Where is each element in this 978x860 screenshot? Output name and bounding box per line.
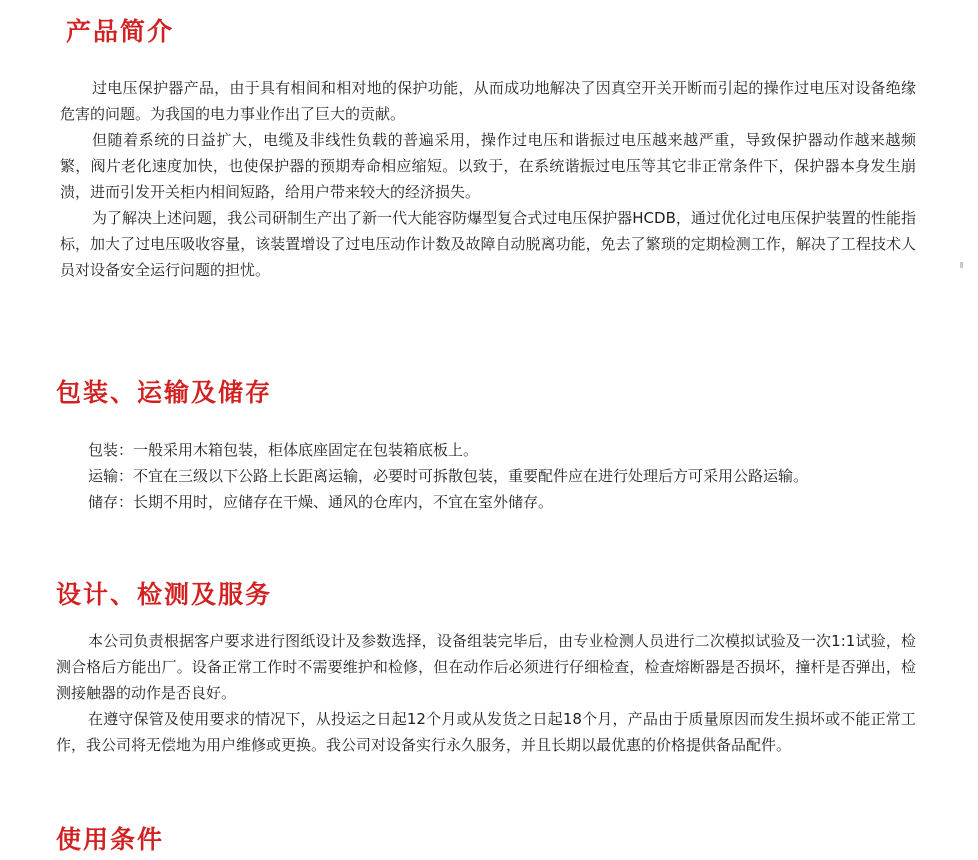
intro-paragraph-1: 过电压保护器产品，由于具有相间和相对地的保护功能，从而成功地解决了因真空开关开断而引起的操作过电压对设备绝缘危害的问题。为我国的电力事业作出了巨大的贡献。 <box>60 79 916 123</box>
section-title-intro: 产品简介 <box>66 17 175 46</box>
section-body-intro <box>60 75 916 283</box>
service-paragraph-1: 本公司负责根据客户要求进行图纸设计及参数选择，设备组装完毕后，由专业检测人员进行二次模拟试验及一次1:1试验，检测合格后方能出厂。设备正常工作时不需要维护和检修，但在动作后必须进行仔细检查，检查熔断器是否损坏，撞杆是否弹出，检测接触器的动作是否良好。 <box>56 632 916 702</box>
section-body-packaging <box>56 437 916 515</box>
intro-paragraph-2: 但随着系统的日益扩大，电缆及非线性负载的普遍采用，操作过电压和谐振过电压越来越严重，导致保护器动作越来越频繁，阀片老化速度加快，也使保护器的预期寿命相应缩短。以致于，在系统谐振过电压等其它非正常条件下，保护器本身发生崩溃，进而引发开关柜内相间短路，给用户带来较大的经济损失。 <box>60 131 916 201</box>
service-paragraph-2: 在遵守保管及使用要求的情况下，从投运之日起12个月或从发货之日起18个月，产品由于质量原因而发生损坏或不能正常工作，我公司将无偿地为用户维修或更换。我公司对设备实行永久服务，并且长期以最优惠的价格提供备品配件。 <box>56 710 916 754</box>
section-body-service <box>56 628 916 758</box>
intro-paragraph-3: 为了解决上述问题，我公司研制生产出了新一代大能容防爆型复合式过电压保护器HCDB，通过优化过电压保护装置的性能指标，加大了过电压吸收容量，该装置增设了过电压动作计数及故障自动脱离功能，免去了繁琐的定期检测工作，解决了工程技术人员对设备安全运行问题的担忧。 <box>60 209 916 279</box>
section-title-conditions: 使用条件 <box>56 825 165 854</box>
section-title-packaging: 包装、运输及储存 <box>56 378 273 407</box>
packaging-paragraph-1: 包装：一般采用木箱包装，柜体底座固定在包装箱底板上。 <box>88 441 479 459</box>
scan-artifact <box>960 262 963 268</box>
section-title-service: 设计、检测及服务 <box>56 580 273 609</box>
transport-paragraph: 运输：不宜在三级以下公路上长距离运输，必要时可拆散包装，重要配件应在进行处理后方可采用公路运输。 <box>88 467 809 485</box>
storage-paragraph: 储存：长期不用时，应储存在干燥、通风的仓库内，不宜在室外储存。 <box>88 493 554 511</box>
